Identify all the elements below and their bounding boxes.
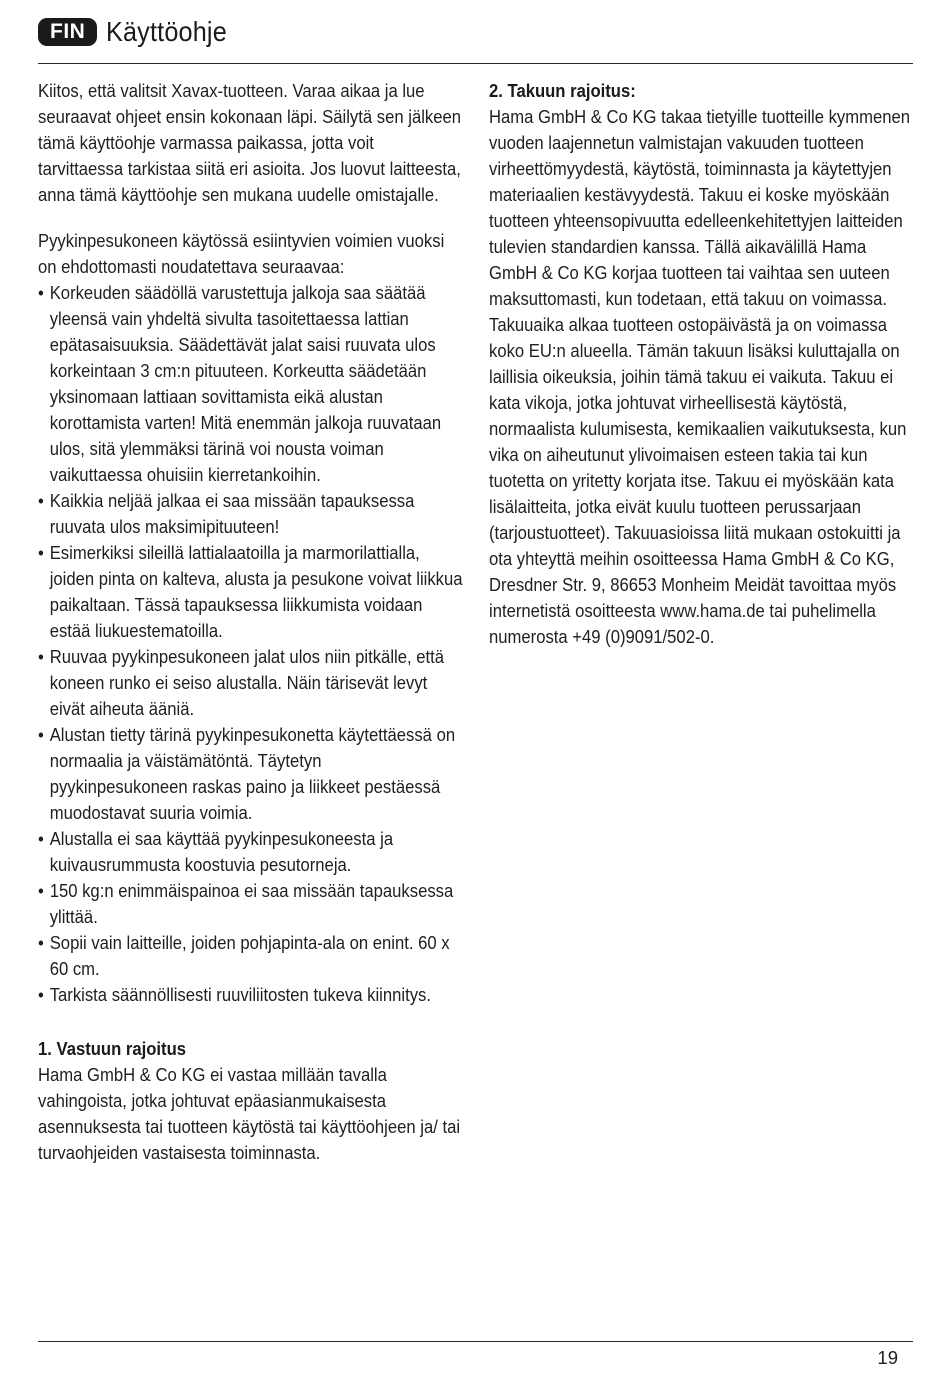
safety-bullet-list [38,280,463,1008]
intro-paragraph: Kiitos, että valitsit Xavax-tuotteen. Varaa aikaa ja lue seuraavat ohjeet ensin kokonaan läpi. Säilytä sen jälkeen tämä käyttöohje varmassa paikassa, jotta voit tarvittaessa tarkistaa siitä eri asioita. Jos luovut laitteesta, anna tämä käyttöohje sen mukana uudelle omistajalle. [38,80,462,205]
section-2-heading: 2. Takuun rajoitus: [489,80,636,101]
list-item: • Alustan tietty tärinä pyykinpesukonetta käytettäessä on normaalia ja väistämätöntä. Täytetyn pyykinpesukoneen raskas paino ja liikkeet pestäessä muodostavat suuria voimia. [38,722,463,826]
list-item: • Ruuvaa pyykinpesukoneen jalat ulos niin pitkälle, että koneen runko ei seiso alustalla. Näin tärisevät levyt eivät aiheuta ääniä. [38,644,463,722]
left-column [38,78,463,1166]
list-item: • 150 kg:n enimmäispainoa ei saa missään tapauksessa ylittää. [38,878,463,930]
section-2-body: Hama GmbH & Co KG takaa tietyille tuotteille kymmenen vuoden laajennetun valmistajan vakuuden tuotteen virheettömyydestä, käytöstä, toiminnasta ja käytettyjen materiaalien kestävyydestä. Takuu ei koske myöskään tuotteen yhteensopivuutta edelleenkehitettyjen laitteiden tulevien standardien kanssa. Tällä aikavälillä Hama GmbH & Co KG korjaa tuotteen tai vaihtaa sen uuteen maksuttomasti, kun todetaan, että takuu on voimassa. Takuuaika alkaa tuotteen ostopäivästä ja on voimassa koko EU:n alueella. Tämän takuun lisäksi kuluttajalla on laillisia oikeuksia, joihin tämä takuu ei vaikuta. Takuu ei kata vikoja, jotka johtuvat virheellisestä käytöstä, normaalista kulumisesta, kemikaalien vaikutuksesta, kun vika on aiheutunut ylivoimaisen esteen takia tai kun tuotetta on yritetty korjata itse. Takuu ei myöskään kata lisälaitteita, jotka eivät kuulu tuotteen perussarjaan (tarjoustuotteet). Takuuasioissa liitä mukaan ostokuitti ja ota yhteyttä meihin osoitteessa Hama GmbH & Co KG, Dresdner Str. 9, 86653 Monheim Meidät tavoittaa myös internetistä osoitteesta www.hama.de tai puhelimella numerosta +49 (0)9091/502-0. [489,106,911,647]
right-column-text [489,78,914,650]
list-item: • Korkeuden säädöllä varustettuja jalkoja saa säätää yleensä vain yhdeltä sivulta tasoitettaessa lattian epätasaisuuksia. Säädettävät jalat saisi ruuvata ulos korkeintaan 3 cm:n pituuteen. Korkeutta säädetään yksinomaan lattiaan sovittamista eikä alustan korottamista varten! Mitä enemmän jalkoja ruuvataan ulos, sitä ylemmäksi tärinä voi nousta voiman vaikuttaessa ohuisiin kierretankoihin. [38,280,463,488]
list-item: • Alustalla ei saa käyttää pyykinpesukoneesta ja kuivausrummusta koostuvia pesutorneja. [38,826,463,878]
right-column [489,78,914,650]
document-title: Käyttöohje [106,16,228,47]
footer-divider [38,1341,913,1342]
forces-intro-paragraph: Pyykinpesukoneen käytössä esiintyvien voimien vuoksi on ehdottomasti noudatettava seuraavaa: [38,230,445,277]
list-item: • Kaikkia neljää jalkaa ei saa missään tapauksessa ruuvata ulos maksimipituuteen! [38,488,463,540]
section-1-heading: 1. Vastuun rajoitus [38,1038,187,1059]
page-number: 19 [877,1347,898,1368]
list-item: • Esimerkiksi sileillä lattialaatoilla ja marmorilattialla, joiden pinta on kalteva, alusta ja pesukone voivat liikkua paikaltaan. Tässä tapauksessa liikkumista voidaan estää liukuestematoilla. [38,540,463,644]
list-item: • Tarkista säännöllisesti ruuviliitosten tukeva kiinnitys. [38,982,463,1008]
section-1-body: Hama GmbH & Co KG ei vastaa millään tavalla vahingoista, jotka johtuvat epäasianmukaisesta asennuksesta tai tuotteen käytöstä tai käyttöohjeen ja/ tai turvaohjeiden vastaisesta toiminnasta. [38,1064,461,1163]
left-column-text [38,78,463,1166]
page-header [38,14,241,50]
language-badge: FIN [38,18,97,46]
list-item: • Sopii vain laitteille, joiden pohjapinta-ala on enint. 60 x 60 cm. [38,930,463,982]
header-divider [38,63,913,64]
